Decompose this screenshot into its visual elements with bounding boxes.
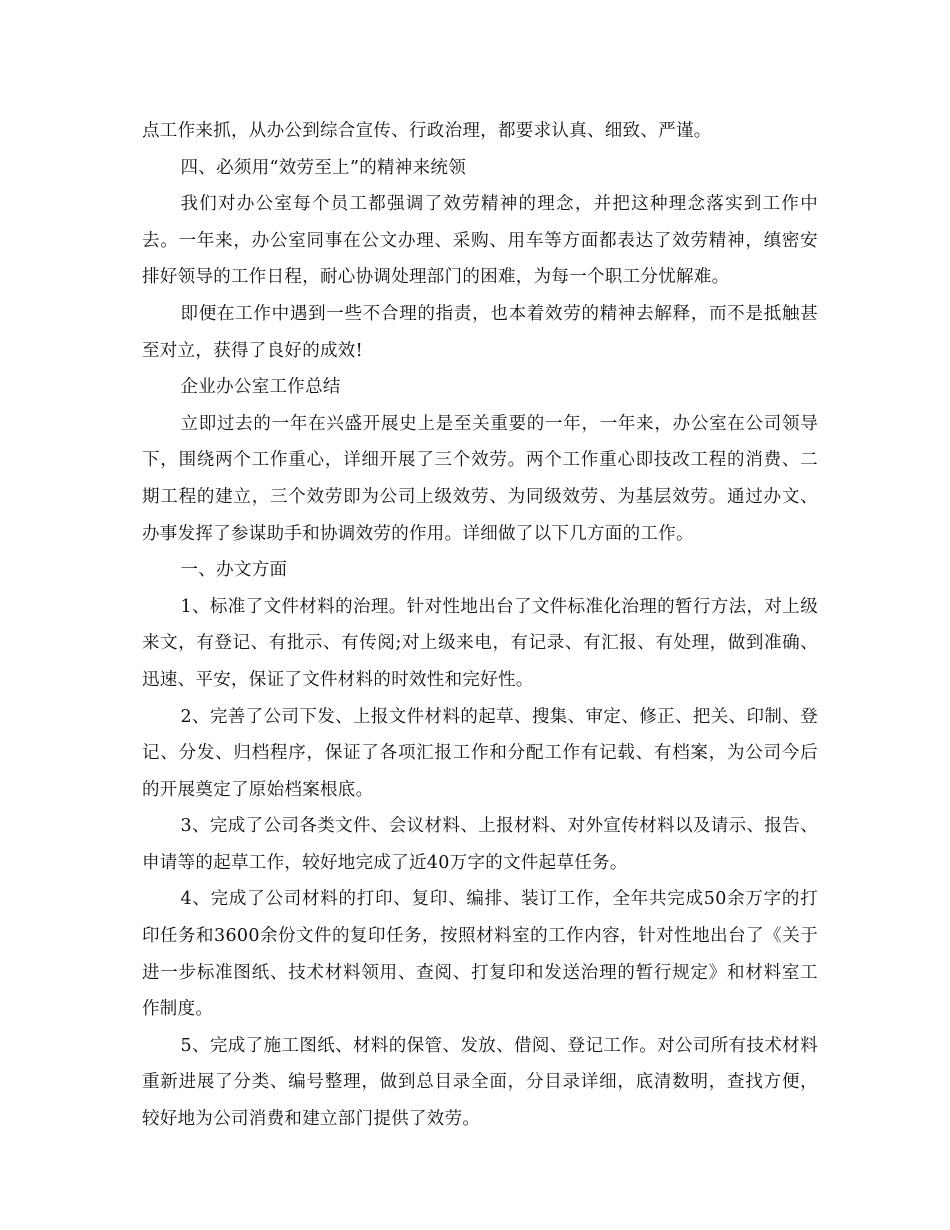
section-heading: 一、办文方面 xyxy=(180,560,288,581)
document-page xyxy=(142,113,818,1138)
paragraph: 立即过去的一年在兴盛开展史上是至关重要的一年，一年来，办公室在公司领导下，围绕两个工作重心，详细开展了三个效劳。两个工作重心即技改工程的消费、二期工程的建立，三个效劳即为公司上级效劳、为同级效劳、为基层效劳。通过办文、办事发挥了参谋助手和协调效劳的作用。详细做了以下几方面的工作。 xyxy=(142,413,818,544)
list-item: 4、完成了公司材料的打印、复印、编排、装订工作，全年共完成50余万字的打印任务和3600余份文件的复印任务，按照材料室的工作内容，针对性地出台了《关于进一步标准图纸、技术材料领用、查阅、打复印和发送治理的暂行规定》和材料室工作制度。 xyxy=(142,889,818,1020)
list-item: 5、完成了施工图纸、材料的保管、发放、借阅、登记工作。对公司所有技术材料重新进展了分类、编号整理，做到总目录全面，分目录详细，底清数明，查找方便，较好地为公司消费和建立部门提供了效劳。 xyxy=(142,1035,818,1130)
list-item: 2、完善了公司下发、上报文件材料的起草、搜集、审定、修正、把关、印制、登记、分发、归档程序，保证了各项汇报工作和分配工作有记载、有档案，为公司今后的开展奠定了原始档案根底。 xyxy=(142,706,818,800)
paragraph: 点工作来抓，从办公到综合宣传、行政治理，都要求认真、细致、严谨。 xyxy=(142,121,712,141)
document-title: 企业办公室工作总结 xyxy=(180,377,341,398)
list-item: 3、完成了公司各类文件、会议材料、上报材料、对外宣传材料以及请示、报告、申请等的起草工作，较好地完成了近40万字的文件起草任务。 xyxy=(142,816,818,873)
paragraph: 即便在工作中遇到一些不合理的指责，也本着效劳的精神去解释，而不是抵触甚至对立，获得了良好的成效! xyxy=(142,303,818,361)
list-item: 1、标准了文件材料的治理。针对性地出台了文件标准化治理的暂行方法，对上级来文，有登记、有批示、有传阅;对上级来电，有记录、有汇报、有处理，做到准确、迅速、平安，保证了文件材料的时效性和完好性。 xyxy=(142,596,818,690)
paragraph: 我们对办公室每个员工都强调了效劳精神的理念，并把这种理念落实到工作中去。一年来，办公室同事在公文办理、采购、用车等方面都表达了效劳精神，缜密安排好领导的工作日程，耐心协调处理部门的困难，为每一个职工分忧解难。 xyxy=(142,194,818,288)
section-heading: 四、必须用“效劳至上”的精神来统领 xyxy=(180,157,466,178)
